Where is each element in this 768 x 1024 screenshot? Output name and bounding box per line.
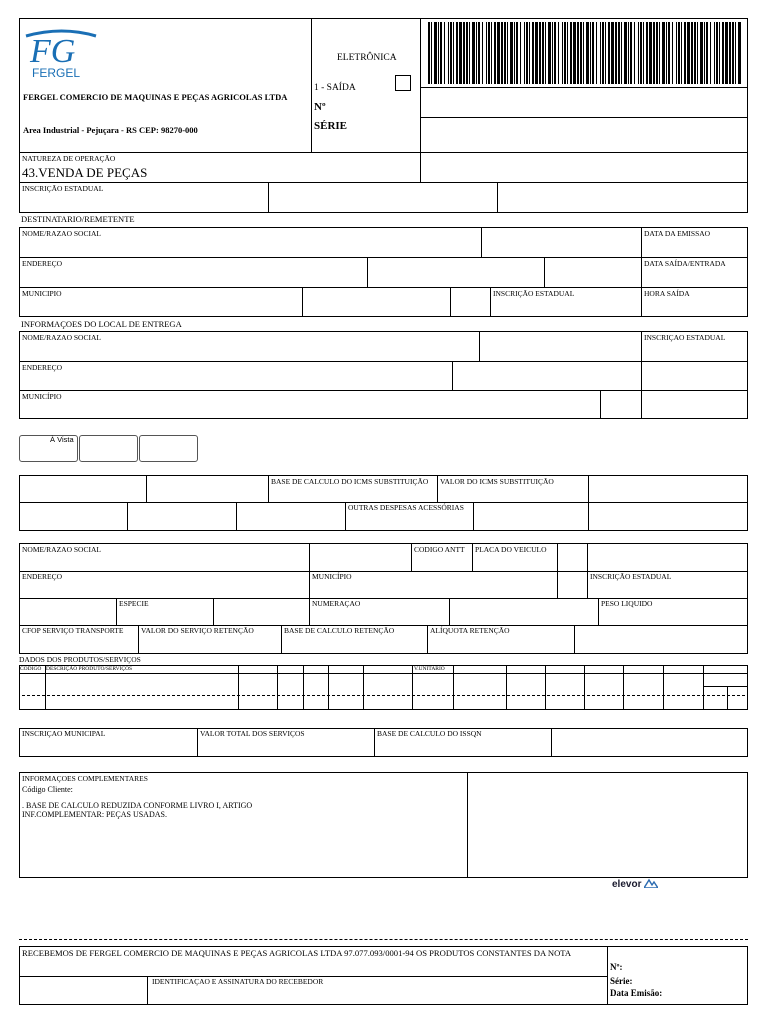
serie-label: SÉRIE: [314, 120, 348, 132]
barcode-bar: [573, 22, 576, 84]
dest-nome-label: NOME/RAZAO SOCIAL: [22, 229, 101, 238]
elevor-logo: [612, 878, 658, 890]
dest-inscricao-label: INSCRIÇÃO ESTADUAL: [493, 289, 575, 298]
barcode-bar: [491, 22, 492, 84]
barcode-bar: [564, 22, 566, 84]
barcode-bar: [608, 22, 610, 84]
barcode-bar: [494, 22, 496, 84]
transp-aliquota-label: ALÍQUOTA RETENÇÃO: [430, 626, 510, 635]
barcode-bar: [725, 22, 728, 84]
barcode-bar: [529, 22, 530, 84]
valor-icms-st-label: VALOR DO ICMS SUBSTITUIÇÃO: [440, 477, 554, 486]
barcode-bar: [687, 22, 690, 84]
barcode-bar: [615, 22, 617, 84]
barcode-bar: [649, 22, 652, 84]
entrega-section-title: INFORMAÇOES DO LOCAL DE ENTREGA: [21, 319, 182, 329]
barcode-bar: [596, 22, 597, 84]
barcode-bar: [431, 22, 432, 84]
barcode-bar: [714, 22, 715, 84]
barcode-bar: [600, 22, 601, 84]
dest-data-emissao-label: DATA DA EMISSAO: [644, 229, 711, 238]
produtos-column-divider: [277, 665, 278, 710]
barcode-bar: [558, 22, 559, 84]
barcode-bar: [545, 22, 546, 84]
barcode-bar: [580, 22, 582, 84]
barcode-bar: [706, 22, 708, 84]
logo-letters: FG: [30, 33, 76, 70]
barcode-bar: [570, 22, 572, 84]
numero-label: Nº: [314, 101, 326, 113]
barcode-bar: [640, 22, 642, 84]
transp-numeracao-label: NUMERAÇAO: [312, 599, 361, 608]
barcode-bar: [732, 22, 734, 84]
outras-despesas-label: OUTRAS DESPESAS ACESSÓRIAS: [348, 503, 464, 512]
natureza-label: NATUREZA DE OPERAÇÃO: [22, 154, 116, 163]
barcode-bar: [444, 22, 445, 84]
barcode-bar: [497, 22, 500, 84]
natureza-value: 43.VENDA DE PEÇAS: [22, 165, 148, 180]
barcode-bar: [486, 22, 487, 84]
barcode-bar: [659, 22, 660, 84]
produtos-column-divider: [453, 665, 454, 710]
produtos-column-divider: [303, 665, 304, 710]
entrega-nome-label: NOME/RAZAO SOCIAL: [22, 333, 101, 342]
barcode-bar: [476, 22, 477, 84]
barcode-bar: [567, 22, 568, 84]
barcode-bar: [605, 22, 606, 84]
barcode-bar: [562, 22, 563, 84]
produtos-column-divider: [663, 665, 664, 710]
barcode-bar: [672, 22, 673, 84]
transp-peso-label: PESO LIQUIDO: [601, 599, 653, 608]
barcode-bar: [700, 22, 703, 84]
eletronica-label: ELETRÔNICA: [337, 53, 397, 63]
issqn-base-label: BASE DE CALCULO DO ISSQN: [377, 729, 482, 738]
barcode-bar: [583, 22, 584, 84]
inscricao-estadual-label: INSCRIÇÃO ESTADUAL: [22, 184, 104, 193]
transp-endereco-label: ENDEREÇO: [22, 572, 62, 581]
barcode-bar: [542, 22, 544, 84]
barcode-bar: [697, 22, 698, 84]
barcode-bar: [438, 22, 439, 84]
recibo-serie-label: Série:: [610, 976, 633, 986]
barcode-bar: [590, 22, 591, 84]
barcode-bar: [656, 22, 658, 84]
barcode-bar: [478, 22, 480, 84]
company-name: FERGEL COMERCIO DE MAQUINAS E PEÇAS AGRICOLAS LTDA: [23, 92, 288, 102]
entrega-municipio-label: MUNICÍPIO: [22, 392, 62, 401]
barcode-bar: [592, 22, 594, 84]
barcode-bar: [539, 22, 541, 84]
barcode-bar: [710, 22, 711, 84]
barcode-bar: [691, 22, 693, 84]
base-icms-st-label: BASE DE CALCULO DO ICMS SUBSTITUIÇÃO: [271, 477, 429, 486]
barcode-bar: [666, 22, 667, 84]
barcode-bar: [719, 22, 720, 84]
dest-hora-saida-label: HORA SAÍDA: [644, 289, 690, 298]
barcode-bar: [472, 22, 475, 84]
barcode-bar: [628, 22, 629, 84]
produtos-column-divider: [238, 665, 239, 710]
produtos-column-divider: [412, 665, 413, 710]
barcode-bar: [735, 22, 736, 84]
barcode-bar: [668, 22, 670, 84]
fergel-logo-icon: [22, 24, 102, 80]
saida-checkbox[interactable]: [395, 75, 411, 91]
dest-municipio-label: MUNICIPIO: [22, 289, 62, 298]
barcode-bar: [618, 22, 620, 84]
barcode-bar: [716, 22, 718, 84]
barcode-bar: [653, 22, 655, 84]
issqn-valor-label: VALOR TOTAL DOS SERVIÇOS: [200, 729, 305, 738]
produtos-codigo-header: CODIGO: [20, 666, 42, 672]
barcode-bar: [643, 22, 644, 84]
produtos-column-divider: [623, 665, 624, 710]
barcode-bar: [638, 22, 639, 84]
transp-cfop-label: CFOP SERVIÇO TRANSPORTE: [22, 626, 124, 635]
barcode: [428, 22, 742, 84]
barcode-bar: [463, 22, 465, 84]
barcode-bar: [624, 22, 627, 84]
barcode-graphic: [428, 22, 742, 84]
barcode-bar: [510, 22, 513, 84]
barcode-bar: [694, 22, 696, 84]
issqn-inscricao-label: INSCRIÇAO MUNICIPAL: [22, 729, 106, 738]
barcode-bar: [678, 22, 680, 84]
transp-inscricao-label: INSCRIÇÃO ESTADUAL: [590, 572, 672, 581]
barcode-bar: [459, 22, 462, 84]
barcode-bar: [501, 22, 503, 84]
barcode-bar: [532, 22, 534, 84]
transp-base-retencao-label: BASE DE CALCULO RETENÇÃO: [284, 626, 395, 635]
barcode-bar: [552, 22, 553, 84]
barcode-bar: [488, 22, 490, 84]
transp-nome-label: NOME/RAZAO SOCIAL: [22, 545, 101, 554]
dest-data-saida-label: DATA SAÍDA/ENTRADA: [644, 259, 726, 268]
transp-valor-retencao-label: VALOR DO SERVIÇO RETENÇÃO: [141, 626, 254, 635]
produtos-column-divider: [727, 686, 728, 710]
produtos-column-divider: [363, 665, 364, 710]
transp-municipio-label: MUNICÍPIO: [312, 572, 352, 581]
produtos-column-divider: [584, 665, 585, 710]
barcode-bar: [586, 22, 589, 84]
payment-box-3[interactable]: [139, 435, 198, 462]
barcode-bar: [524, 22, 525, 84]
payment-avista-label: À Vista: [50, 435, 74, 444]
barcode-bar: [554, 22, 556, 84]
barcode-bar: [630, 22, 632, 84]
produtos-column-divider: [328, 665, 329, 710]
elevor-wordmark: elevor: [612, 879, 642, 890]
barcode-bar: [704, 22, 705, 84]
barcode-bar: [428, 22, 430, 84]
barcode-bar: [469, 22, 470, 84]
barcode-bar: [448, 22, 449, 84]
barcode-bar: [676, 22, 677, 84]
codigo-cliente-label: Código Cliente:: [22, 785, 73, 794]
recibo-text: RECEBEMOS DE FERGEL COMERCIO DE MAQUINAS E PEÇAS AGRICOLAS LTDA 97.077.093/0001-94 OS PRODUTOS CONSTANTES DA NOTA: [22, 948, 572, 958]
barcode-bar: [646, 22, 648, 84]
barcode-bar: [520, 22, 521, 84]
barcode-bar: [535, 22, 538, 84]
company-logo: [22, 24, 102, 80]
elevor-mark-icon: [644, 878, 658, 888]
barcode-bar: [482, 22, 483, 84]
barcode-bar: [466, 22, 468, 84]
barcode-bar: [602, 22, 604, 84]
barcode-bar: [450, 22, 452, 84]
produtos-unitario-header: V.UNITARIO: [414, 666, 445, 672]
barcode-bar: [456, 22, 458, 84]
barcode-bar: [729, 22, 731, 84]
transp-especie-label: ESPECIE: [119, 599, 149, 608]
produtos-column-divider: [703, 665, 704, 710]
barcode-bar: [526, 22, 528, 84]
barcode-bar: [722, 22, 724, 84]
produtos-section-title: DADOS DOS PRODUTOS/SERVIÇOS: [19, 655, 141, 664]
complementares-line-2: INF.COMPLEMENTAR: PEÇAS USADAS.: [22, 810, 167, 819]
barcode-bar: [507, 22, 508, 84]
transp-antt-label: CODIGO ANTT: [414, 545, 465, 554]
barcode-bar: [662, 22, 665, 84]
entrega-inscricao-label: INSCRIÇAO ESTADUAL: [644, 333, 726, 342]
barcode-bar: [684, 22, 686, 84]
barcode-bar: [738, 22, 741, 84]
barcode-bar: [611, 22, 614, 84]
barcode-bar: [621, 22, 622, 84]
barcode-bar: [548, 22, 551, 84]
complementares-title: INFORMAÇOES COMPLEMENTARES: [22, 774, 148, 783]
barcode-bar: [681, 22, 682, 84]
destinatario-section-title: DESTINATARIO/REMETENTE: [21, 214, 135, 224]
barcode-bar: [577, 22, 579, 84]
saida-label: 1 - SAÍDA: [314, 83, 356, 93]
produtos-column-divider: [545, 665, 546, 710]
payment-box-2[interactable]: [79, 435, 138, 462]
barcode-bar: [634, 22, 635, 84]
barcode-bar: [514, 22, 515, 84]
recibo-numero-label: Nº:: [610, 962, 623, 972]
logo-word: FERGEL: [32, 66, 81, 80]
transp-placa-label: PLACA DO VEICULO: [475, 545, 547, 554]
dest-endereco-label: ENDEREÇO: [22, 259, 62, 268]
recibo-data-label: Data Emisão:: [610, 988, 663, 998]
entrega-endereco-label: ENDEREÇO: [22, 363, 62, 372]
barcode-bar: [516, 22, 518, 84]
barcode-bar: [440, 22, 442, 84]
produtos-column-divider: [506, 665, 507, 710]
recibo-assinatura-label: IDENTIFICAÇAO E ASSINATURA DO RECEBEDOR: [152, 977, 324, 986]
produtos-descricao-header: DESCRIÇÃO PRODUTO/SERVIÇOS: [46, 666, 133, 672]
barcode-bar: [453, 22, 454, 84]
company-address: Area Industrial - Pejuçara - RS CEP: 98270-000: [23, 125, 198, 135]
complementares-line-1: . BASE DE CALCULO REDUZIDA CONFORME LIVRO I, ARTIGO: [22, 801, 253, 810]
barcode-bar: [504, 22, 506, 84]
cut-line: [19, 939, 748, 940]
barcode-bar: [434, 22, 437, 84]
